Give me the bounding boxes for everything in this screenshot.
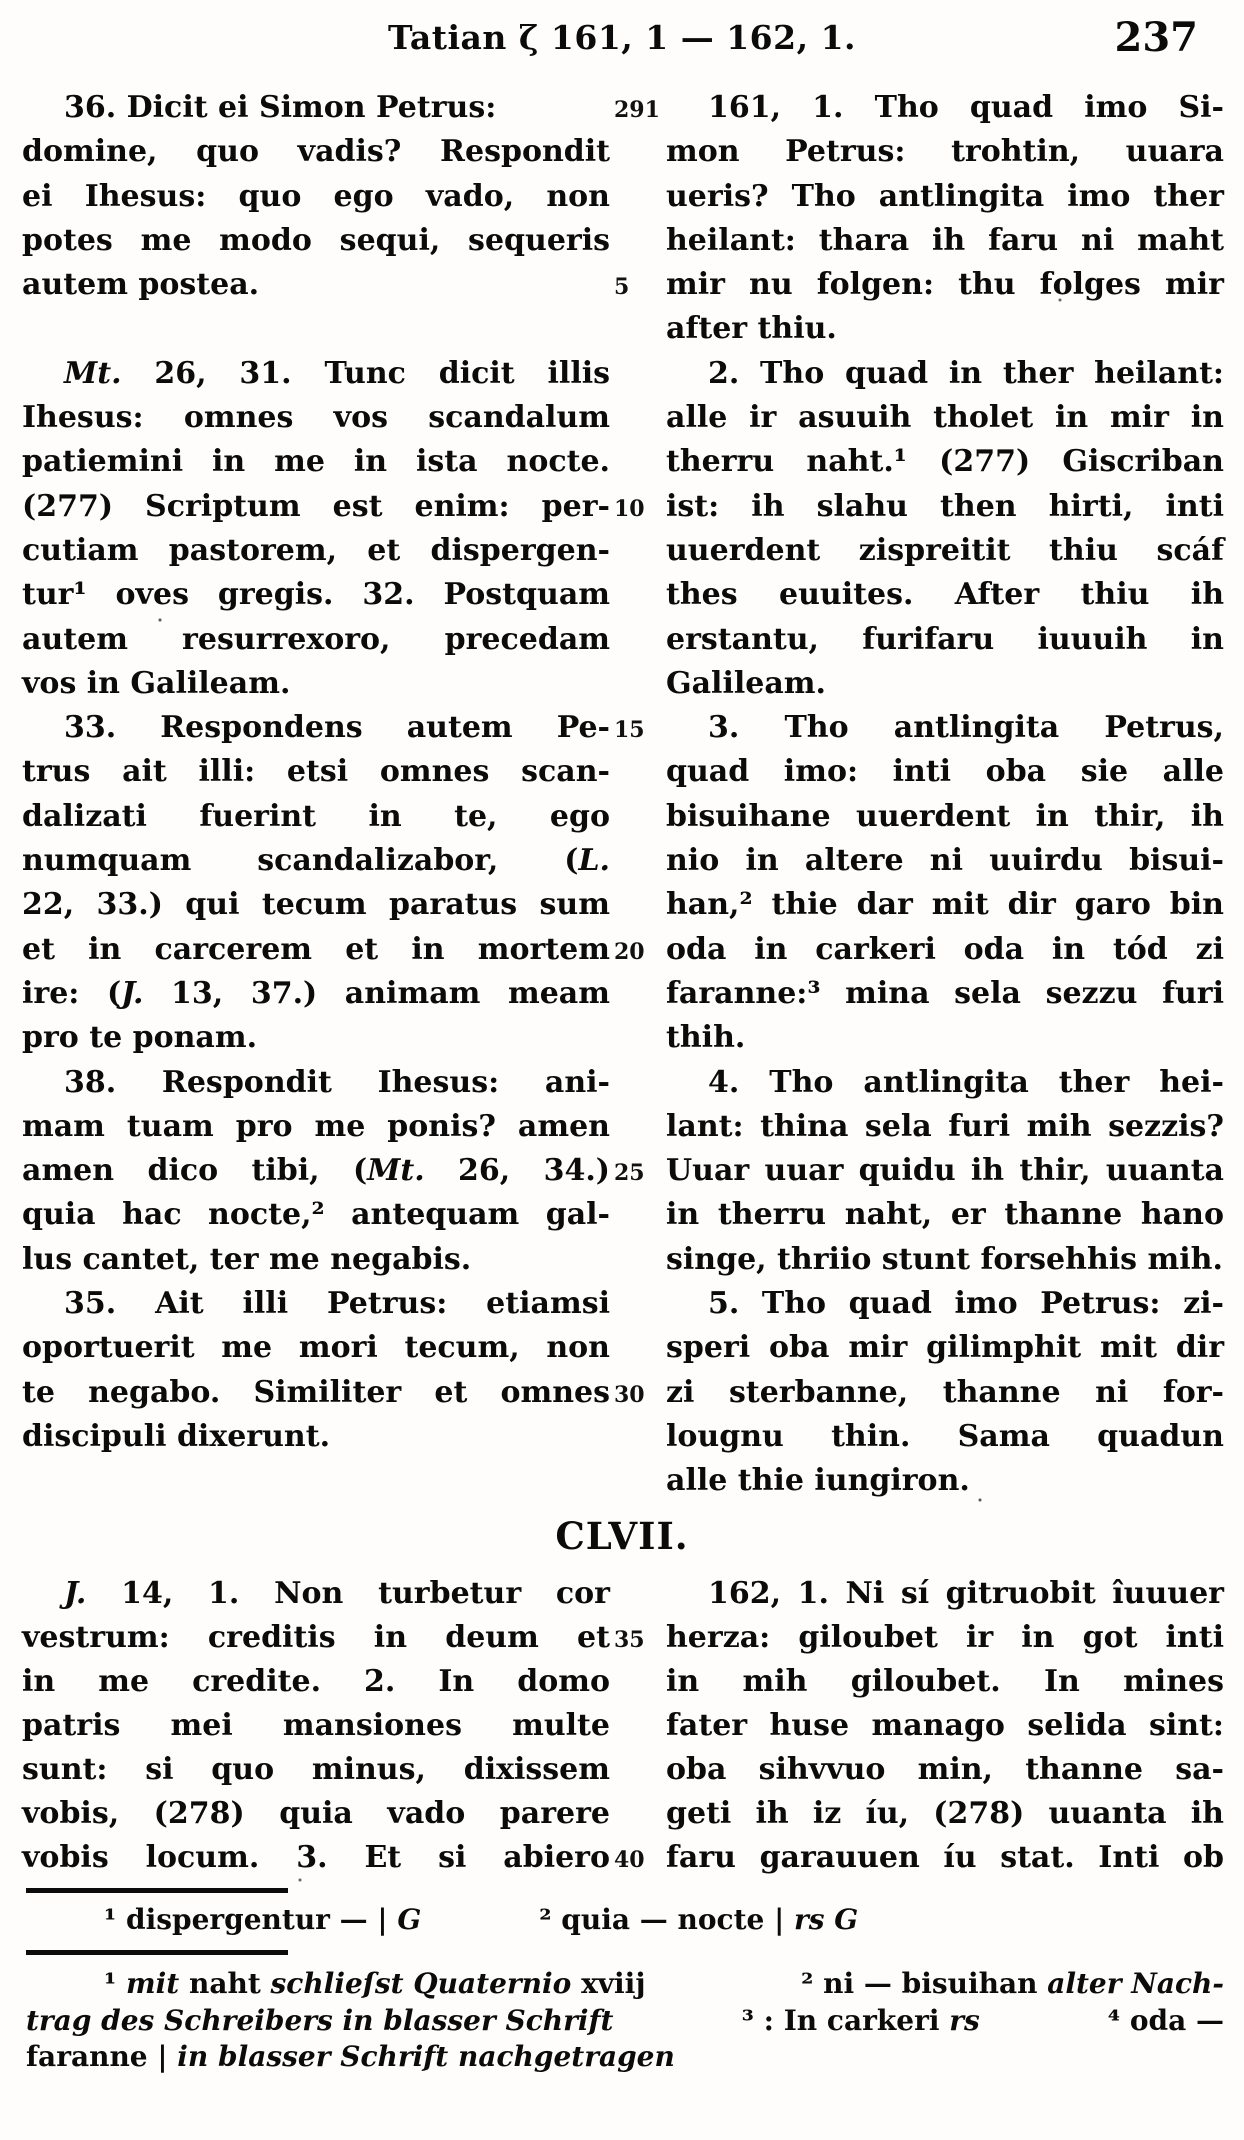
apparatus-footnote-line [26, 1900, 1224, 1940]
old-high-german-column-line: 2. Tho quad in ther heilant: [708, 355, 1224, 391]
old-high-german-column-line: ueris? Tho antlingita imo ther [666, 178, 1224, 214]
text-row [22, 573, 1224, 617]
text-row [22, 529, 1224, 573]
latin-column-line: patiemini in me in ista nocte. [22, 444, 610, 480]
old-high-german-column-line: 162, 1. Ni sí gitruobit îuuuer [708, 1576, 1224, 1611]
text-row [22, 928, 1224, 972]
line-number: 10 [614, 495, 645, 522]
text-row [22, 219, 1224, 263]
text-row [22, 1415, 1224, 1459]
latin-column-line: potes me modo sequi, sequeris [22, 222, 610, 258]
old-high-german-column-line: zi sterbanne, thanne ni for- [666, 1374, 1224, 1410]
latin-column-line: J. 14, 1. Non turbetur cor [64, 1576, 610, 1611]
text-row [22, 1616, 1224, 1660]
old-high-german-column-line: mir nu folgen: thu folges mir [666, 267, 1224, 303]
apparatus-entry: ¹ dispergentur — | G [104, 1903, 422, 1936]
latin-column-line: ei Ihesus: quo ego vado, non [22, 178, 610, 214]
text-row [22, 307, 1224, 351]
line-number: 30 [614, 1381, 645, 1408]
latin-column-line: trus ait illi: etsi omnes scan- [22, 754, 610, 790]
line-number: 40 [614, 1847, 645, 1873]
old-high-german-column-line: geti ih iz íu, (278) uuanta ih [666, 1796, 1224, 1831]
text-row [22, 1371, 1224, 1415]
text-row [22, 750, 1224, 794]
running-header: Tatian ζ 161, 1 — 162, 1. [387, 18, 857, 57]
latin-column-line: patris mei mansiones multe [22, 1708, 610, 1743]
old-high-german-column-line: lougnu thin. Sama quadun [666, 1418, 1224, 1454]
latin-column-line: 38. Respondit Ihesus: ani- [64, 1064, 610, 1100]
text-row [22, 1149, 1224, 1193]
text-block-lower [22, 1572, 1224, 1880]
text-row [22, 662, 1224, 706]
text-row [22, 1748, 1224, 1792]
old-high-german-column-line: faranne:³ mina sela sezzu furi [666, 975, 1224, 1011]
section-heading: CLVII. [555, 1514, 689, 1558]
line-number: 25 [614, 1160, 645, 1187]
latin-column-line: pro te ponam. [22, 1020, 258, 1056]
text-row [22, 485, 1224, 529]
text-row [22, 440, 1224, 484]
old-high-german-column-line: after thiu. [666, 311, 837, 347]
text-row [22, 1660, 1224, 1704]
latin-column-line: discipuli dixerunt. [22, 1418, 331, 1454]
latin-column-line: (277) Scriptum est enim: per- [22, 488, 610, 524]
line-number: 5 [614, 274, 630, 301]
text-row [22, 352, 1224, 396]
old-high-german-column-line: mon Petrus: trohtin, uuara [666, 134, 1224, 170]
old-high-german-column-line: lant: thina sela furi mih sezzis? [666, 1108, 1224, 1144]
text-row [22, 263, 1224, 307]
latin-column-line: tur¹ oves gregis. 32. Postquam [22, 577, 610, 613]
commentary-entry: ⁴ oda — [1107, 2003, 1224, 2037]
latin-column-line: te negabo. Similiter et omnes [22, 1374, 610, 1410]
commentary-entry: ² ni — bisuihan alter Nach- [801, 1967, 1224, 2000]
text-row [22, 618, 1224, 662]
text-row [22, 972, 1224, 1016]
old-high-german-column-line: oda in carkeri oda in tód zi [666, 931, 1224, 967]
commentary-line [26, 2003, 1224, 2040]
latin-column-line: 36. Dicit ei Simon Petrus: [64, 90, 497, 125]
text-block-upper [22, 86, 1224, 1504]
old-high-german-column-line: herza: giloubet ir in got inti [666, 1620, 1224, 1655]
line-number: 35 [614, 1627, 645, 1653]
text-row [22, 396, 1224, 440]
text-row [22, 1704, 1224, 1748]
old-high-german-column-line: speri oba mir gilimphit mit dir [666, 1330, 1224, 1366]
text-row [22, 1193, 1224, 1237]
old-high-german-column-line: bisuihane uuerdent in thir, ih [666, 798, 1224, 834]
old-high-german-column-line: faru garauuen íu stat. Inti ob [666, 1840, 1224, 1875]
text-row [22, 1459, 1224, 1503]
old-high-german-column-line: singe, thriio stunt forsehhis mih. [666, 1241, 1223, 1277]
latin-column-line: vobis locum. 3. Et si abiero [22, 1840, 610, 1875]
commentary-entry: ¹ mit naht schlieſst Quaternio xviij [104, 1967, 646, 2000]
commentary-footnotes [26, 1966, 1224, 2076]
text-row [22, 795, 1224, 839]
old-high-german-column-line: in therru naht, er thanne hano [666, 1197, 1224, 1233]
latin-column-line: vestrum: creditis in deum et [22, 1620, 610, 1655]
text-row [22, 1105, 1224, 1149]
old-high-german-column-line: han,² thie dar mit dir garo bin [666, 887, 1224, 923]
page-number: 237 [1114, 14, 1198, 61]
old-high-german-column-line: Galileam. [666, 665, 826, 701]
latin-column-line: mam tuam pro me ponis? amen [22, 1108, 610, 1144]
latin-column-line: autem resurrexoro, precedam [22, 621, 610, 657]
line-number: 20 [614, 938, 645, 965]
commentary-line [26, 2039, 1224, 2076]
text-row [22, 1572, 1224, 1616]
old-high-german-column-line: fater huse manago selida sint: [666, 1708, 1224, 1743]
old-high-german-column-line: 161, 1. Tho quad imo Si- [708, 90, 1224, 125]
text-row [22, 706, 1224, 750]
old-high-german-column-line: heilant: thara ih faru ni maht [666, 222, 1224, 258]
latin-column-line: oportuerit me mori tecum, non [22, 1330, 610, 1366]
footnote-rule-bottom [26, 1950, 288, 1955]
old-high-german-column-line: alle thie iungiron. [666, 1463, 970, 1499]
old-high-german-column-line: 5. Tho quad imo Petrus: zi- [708, 1286, 1224, 1322]
latin-column-line: vos in Galileam. [22, 665, 291, 701]
text-row [22, 86, 1224, 130]
text-row [22, 839, 1224, 883]
latin-column-line: amen dico tibi, (Mt. 26, 34.) [22, 1153, 610, 1189]
text-row [22, 1282, 1224, 1326]
old-high-german-column-line: oba sihvvuo min, thanne sa- [666, 1752, 1224, 1787]
old-high-german-column-line: uuerdent zispreitit thiu scáf [666, 532, 1224, 568]
old-high-german-column-line: erstantu, furifaru iuuuih in [666, 621, 1224, 657]
old-high-german-column-line: Uuar uuar quidu ih thir, uuanta [666, 1153, 1224, 1189]
footnote-rule-top [26, 1888, 288, 1893]
commentary-line [26, 1966, 1224, 2003]
text-row [22, 1238, 1224, 1282]
latin-column-line: ire: (J. 13, 37.) animam meam [22, 975, 610, 1011]
latin-column-line: sunt: si quo minus, dixissem [22, 1752, 610, 1787]
old-high-german-column-line: quad imo: inti oba sie alle [666, 754, 1224, 790]
old-high-german-column-line: alle ir asuuih tholet in mir in [666, 400, 1224, 436]
text-row [22, 1326, 1224, 1370]
latin-column-line: domine, quo vadis? Respondit [22, 134, 610, 170]
latin-column-line: Ihesus: omnes vos scandalum [22, 400, 610, 436]
latin-column-line: 35. Ait illi Petrus: etiamsi [64, 1286, 610, 1322]
commentary-entry: faranne | in blasser Schrift nachgetragen [26, 2040, 675, 2073]
old-high-german-column-line: thih. [666, 1020, 746, 1056]
latin-column-line: 22, 33.) qui tecum paratus sum [22, 887, 610, 923]
latin-column-line: in me credite. 2. In domo [22, 1664, 610, 1699]
old-high-german-column-line: therru naht.¹ (277) Giscriban [666, 444, 1224, 480]
apparatus-entry: ² quia — nocte | rs G [539, 1903, 859, 1936]
latin-column-line: numquam scandalizabor, (L. [22, 843, 610, 879]
old-high-german-column-line: nio in altere ni uuirdu bisui- [666, 843, 1224, 879]
text-row [22, 175, 1224, 219]
latin-column-line: dalizati fuerint in te, ego [22, 798, 610, 834]
old-high-german-column-line: 3. Tho antlingita Petrus, [708, 710, 1224, 746]
latin-column-line: et in carcerem et in mortem [22, 931, 610, 967]
latin-column-line: quia hac nocte,² antequam gal- [22, 1197, 610, 1233]
latin-column-line: lus cantet, ter me negabis. [22, 1241, 472, 1277]
latin-column-line: cutiam pastorem, et dispergen- [22, 532, 610, 568]
text-row [22, 1792, 1224, 1836]
text-row [22, 883, 1224, 927]
latin-column-line: autem postea. [22, 267, 260, 303]
text-row [22, 1016, 1224, 1060]
old-high-german-column-line: thes euuites. After thiu ih [666, 577, 1224, 613]
latin-column-line: vobis, (278) quia vado parere [22, 1796, 610, 1831]
latin-column-line: Mt. 26, 31. Tunc dicit illis [64, 355, 610, 391]
commentary-entry: ³ : In carkeri rs [741, 2003, 980, 2037]
old-high-german-column-line: ist: ih slahu then hirti, inti [666, 488, 1224, 524]
line-number: 15 [614, 717, 645, 744]
manuscript-number: 291 [614, 97, 660, 123]
text-row [22, 1836, 1224, 1880]
latin-column-line: 33. Respondens autem Pe- [64, 710, 610, 746]
text-row [22, 130, 1224, 174]
commentary-entry: trag des Schreibers in blasser Schrift [26, 2003, 614, 2037]
old-high-german-column-line: in mih giloubet. In mines [666, 1664, 1224, 1699]
text-row [22, 1061, 1224, 1105]
old-high-german-column-line: 4. Tho antlingita ther hei- [708, 1064, 1224, 1100]
